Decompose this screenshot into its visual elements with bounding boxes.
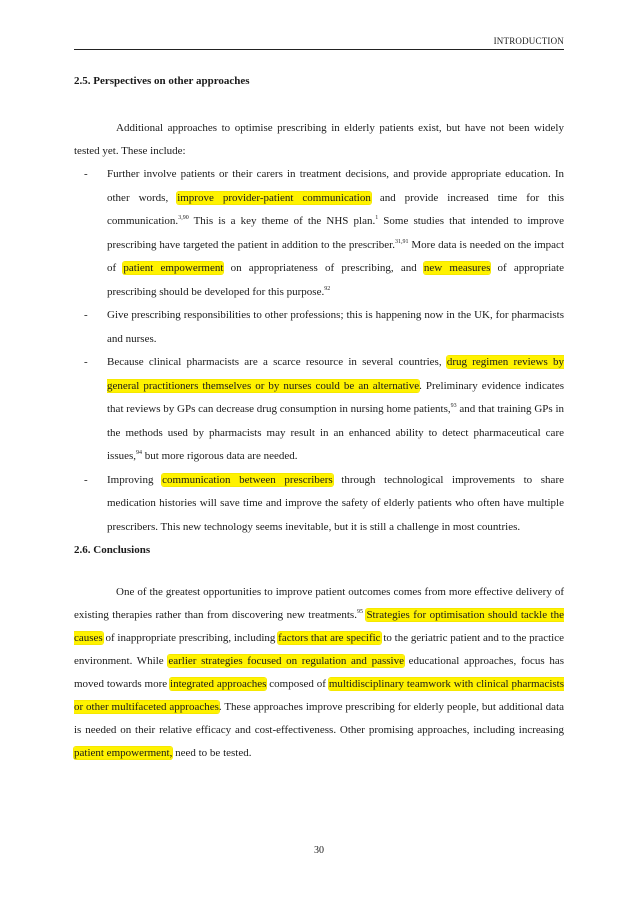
- text-run: composed of: [266, 678, 329, 690]
- highlighted-phrase: improve provider-patient communication: [177, 191, 371, 204]
- section-2-5-intro: Additional approaches to optimise prescribing in elderly patients exist, but have not been widely tested yet. These include:: [74, 122, 564, 157]
- text-run: to the geriatric patient and to the practice environment. While: [74, 632, 564, 667]
- text-run: Improving: [107, 473, 163, 486]
- text-run: educational approaches, focus has moved towards more: [74, 655, 564, 690]
- citation-superscript: 31,91: [394, 238, 409, 245]
- citation-superscript: 92: [324, 285, 331, 292]
- highlighted-phrase: integrated approaches: [170, 678, 267, 690]
- text-run: Give prescribing responsibilities to other professions; this is happening now in the UK, for pharmacists and nurses.: [107, 309, 564, 345]
- highlighted-phrase: drug regimen reviews by general practitioners themselves or by nurses could be an alternative: [107, 356, 564, 392]
- section-2-5: [74, 75, 564, 539]
- text-run: . These approaches improve prescribing for elderly people, but additional data is needed on their relative efficacy and cost-effectiveness. Other promising approaches, including increasing: [74, 701, 565, 736]
- citation-superscript: 94: [136, 450, 143, 456]
- text-run: . Preliminary evidence indicates that reviews by GPs can decrease drug consumption in nursing home patients,: [107, 379, 564, 415]
- conclusions-paragraph: [74, 581, 564, 765]
- highlighted-phrase: Strategies for optimisation should tackle the causes: [74, 609, 564, 644]
- list-item: [74, 469, 564, 540]
- list-dash: -: [84, 473, 88, 486]
- text-run: and that training GPs in the methods used by pharmacists may result in an enhanced ability to detect pharmaceutical care issues,: [107, 403, 564, 462]
- list-dash: -: [84, 168, 88, 180]
- text-run: of inappropriate prescribing, including: [102, 632, 279, 644]
- highlighted-phrase: multidisciplinary teamwork with clinical pharmacists or other multifaceted approaches: [74, 678, 564, 713]
- section-heading-2-5: 2.5. Perspectives on other approaches: [74, 75, 250, 87]
- list-dash: -: [84, 309, 88, 321]
- text-run: through technological improvements to share medication histories will save time and improve the safety of elderly patients who often have multiple prescribers. This new technology seems inevitable, but it is still a challenge in most countries.: [107, 473, 564, 533]
- highlighted-phrase: patient empowerment: [123, 262, 224, 274]
- highlighted-phrase: patient empowerment,: [74, 747, 173, 759]
- list-item: [74, 304, 564, 351]
- list-item: [74, 351, 564, 469]
- highlighted-phrase: earlier strategies focused on regulation and passive: [168, 655, 404, 667]
- list-item: [74, 163, 564, 304]
- citation-superscript: 95: [356, 609, 363, 615]
- text-run: need to be tested.: [172, 747, 252, 759]
- text-run: but more rigorous data are needed.: [142, 450, 298, 462]
- list-dash: -: [84, 356, 88, 368]
- text-run: of appropriate prescribing should be developed for this purpose.: [107, 262, 564, 298]
- text-run: Further involve patients or their carers in treatment decisions, and provide appropriate education. In other words,: [107, 168, 564, 204]
- citation-superscript: 1: [375, 215, 379, 221]
- text-run: Because clinical pharmacists are a scarce resource in several countries,: [107, 356, 447, 368]
- text-run: More data is needed on the impact of: [107, 238, 564, 274]
- highlighted-phrase: new measures: [423, 262, 491, 274]
- running-header: INTRODUCTION: [493, 36, 564, 46]
- text-run: Some studies that intended to improve prescribing have targeted the patient in addition to the prescriber.: [107, 215, 564, 251]
- section-heading-2-6: 2.6. Conclusions: [74, 544, 151, 556]
- page-number: 30: [314, 845, 324, 856]
- header-rule: [74, 49, 564, 50]
- text-run: This is a key theme of the NHS plan.: [188, 215, 376, 227]
- citation-superscript: 93: [450, 403, 457, 409]
- citation-superscript: 3,90: [178, 215, 189, 221]
- highlighted-phrase: communication between prescribers: [162, 473, 333, 486]
- text-run: One of the greatest opportunities to improve patient outcomes comes from more effective delivery of existing therapies rather than from discovering new treatments.: [74, 586, 564, 621]
- text-run: on appropriateness of prescribing, and: [223, 262, 424, 274]
- approaches-list: [74, 163, 564, 539]
- highlighted-phrase: factors that are specific: [278, 632, 381, 644]
- text-run: and provide increased time for this communication.: [107, 191, 564, 227]
- section-2-6: [74, 544, 564, 765]
